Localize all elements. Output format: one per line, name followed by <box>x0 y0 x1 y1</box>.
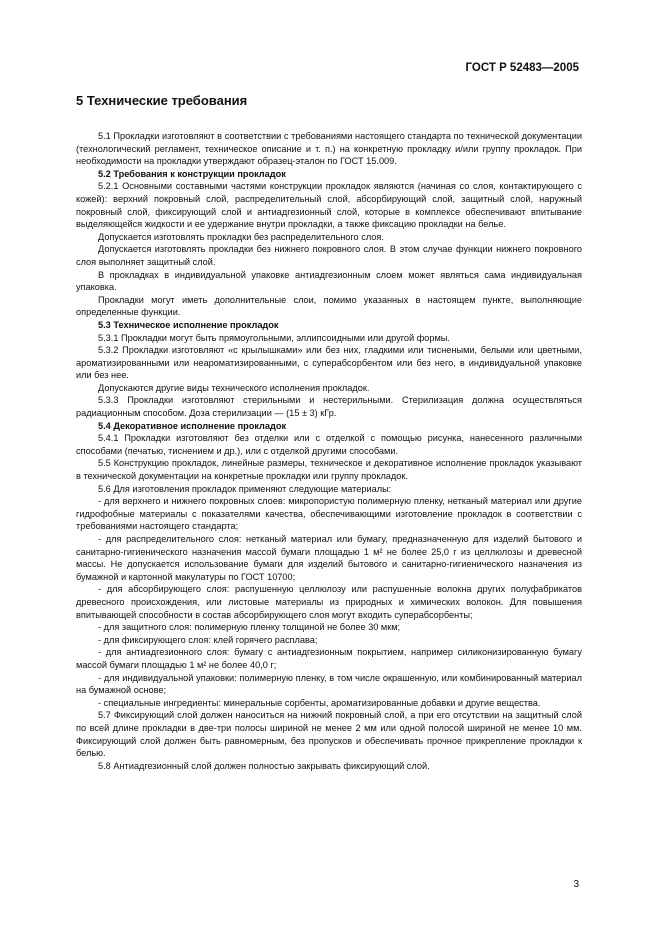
paragraph: 5.1 Прокладки изготовляют в соответствии с требованиями настоящего стандарта по технической документации (технологический регламент, техническое описание и т. п.) на конкретную прокладку и/или группу прокладок. При необходимости на прокладки утверждают образец-эталон по ГОСТ 15.009. <box>76 131 582 167</box>
paragraph: - для верхнего и нижнего покровных слоев: микропористую полимерную пленку, нетканый материал или другие гидрофобные материалы с показателями качества, обеспечивающими изготовление прокладок в соответствии с требованиями настоящего стандарта; <box>76 496 582 532</box>
subsection-heading: 5.4 Декоративное исполнение прокладок <box>98 420 287 431</box>
paragraph: 5.8 Антиадгезионный слой должен полностью закрывать фиксирующий слой. <box>98 760 430 771</box>
paragraph: Прокладки могут иметь дополнительные слои, помимо указанных в настоящем пункте, выполняющие определенные функции. <box>76 294 582 318</box>
subsection-heading: 5.3 Техническое исполнение прокладок <box>98 319 279 330</box>
paragraph: 5.6 Для изготовления прокладок применяют следующие материалы: <box>98 483 392 494</box>
document-number: ГОСТ Р 52483—2005 <box>465 62 579 74</box>
paragraph: - для индивидуальной упаковки: полимерную пленку, в том числе окрашенную, или комбинированный материал на бумажной основе; <box>76 672 582 696</box>
subsection-heading: 5.2 Требования к конструкции прокладок <box>98 168 286 179</box>
paragraph: 5.2.1 Основными составными частями конструкции прокладок являются (начиная со слоя, контактирующего с кожей): верхний покровный слой, распределительный слой, абсорбирующий слой, защитный слой, наружный покровный слой, фиксирующий слой и антиадгезионный слой, которые в комплексе обеспечивают впитывание выделяющейся жидкости и ее удержание внутри прокладки, а также фиксацию прокладки на белье. <box>76 181 582 230</box>
page-number: 3 <box>573 879 579 890</box>
paragraph: 5.7 Фиксирующий слой должен наноситься на нижний покровный слой, а при его отсутствии на защитный слой по всей длине прокладки в две-три полосы шириной не менее 2 мм или одной полосой шириной не менее 10 мм. Фиксирующий слой должен быть равномерным, без пропусков и обеспечивать прочное прикрепление прокладки к белью. <box>76 710 582 759</box>
paragraph: 5.5 Конструкцию прокладок, линейные размеры, техническое и декоративное исполнение прокладок указывают в технической документации на конкретные прокладки или группу прокладок. <box>76 458 582 482</box>
document-body <box>76 130 582 772</box>
paragraph: 5.3.1 Прокладки могут быть прямоугольными, эллипсоидными или другой формы. <box>98 332 450 343</box>
paragraph: 5.4.1 Прокладки изготовляют без отделки или с отделкой с помощью рисунка, нанесенного различными способами (печатью, тиснением и др.), или с отделкой другими способами. <box>76 433 582 456</box>
paragraph: В прокладках в индивидуальной упаковке антиадгезионным слоем может являться сама индивидуальная упаковка. <box>76 269 582 293</box>
paragraph: - для фиксирующего слоя: клей горячего расплава; <box>98 634 318 645</box>
paragraph: Допускается изготовлять прокладки без распределительного слоя. <box>98 231 384 242</box>
paragraph: Допускаются другие виды технического исполнения прокладок. <box>98 382 370 393</box>
paragraph: Допускается изготовлять прокладки без нижнего покровного слоя. В этом случае функции нижнего покровного слоя выполняет защитный слой. <box>76 244 582 267</box>
paragraph: - для защитного слоя: полимерную пленку толщиной не более 30 мкм; <box>98 622 401 633</box>
paragraph: - для распределительного слоя: нетканый материал или бумагу, предназначенную для изделий бытового и санитарно-гигиенического назначения массой бумаги площадью 1 м² не более 25,0 г из целлюлозы и древесной массы. Не допускается использование бумаги для изделий бытового и санитарно-гигиенического назначения из бумажной и картонной макулатуры по ГОСТ 10700; <box>76 534 582 582</box>
paragraph: - для антиадгезионного слоя: бумагу с антиадгезионным покрытием, например силиконизированную бумагу массой бумаги площадью 1 м² не более 40,0 г; <box>76 647 582 670</box>
paragraph: 5.3.2 Прокладки изготовляют «с крылышками» или без них, гладкими или тиснеными, белыми или цветными, ароматизированными или неароматизированными, с суперабсорбентом или без него, в индивидуальной упаковке или без нее. <box>76 345 582 381</box>
section-title: 5 Технические требования <box>76 93 248 108</box>
paragraph: 5.3.3 Прокладки изготовляют стерильными и нестерильными. Стерилизация должна осуществляться радиационным способом. Доза стерилизации — (15 ± 3) кГр. <box>76 395 582 419</box>
paragraph: - для абсорбирующего слоя: распушенную целлюлозу или распушенные волокна других полуфабрикатов древесного происхождения, или листовые материалы из природных и химических волокон. Для повышения впитывающей способности в состав абсорбирующего слоя могут входить суперабсорбенты; <box>76 584 582 620</box>
paragraph: - специальные ингредиенты: минеральные сорбенты, ароматизированные добавки и другие вещества. <box>98 697 541 708</box>
